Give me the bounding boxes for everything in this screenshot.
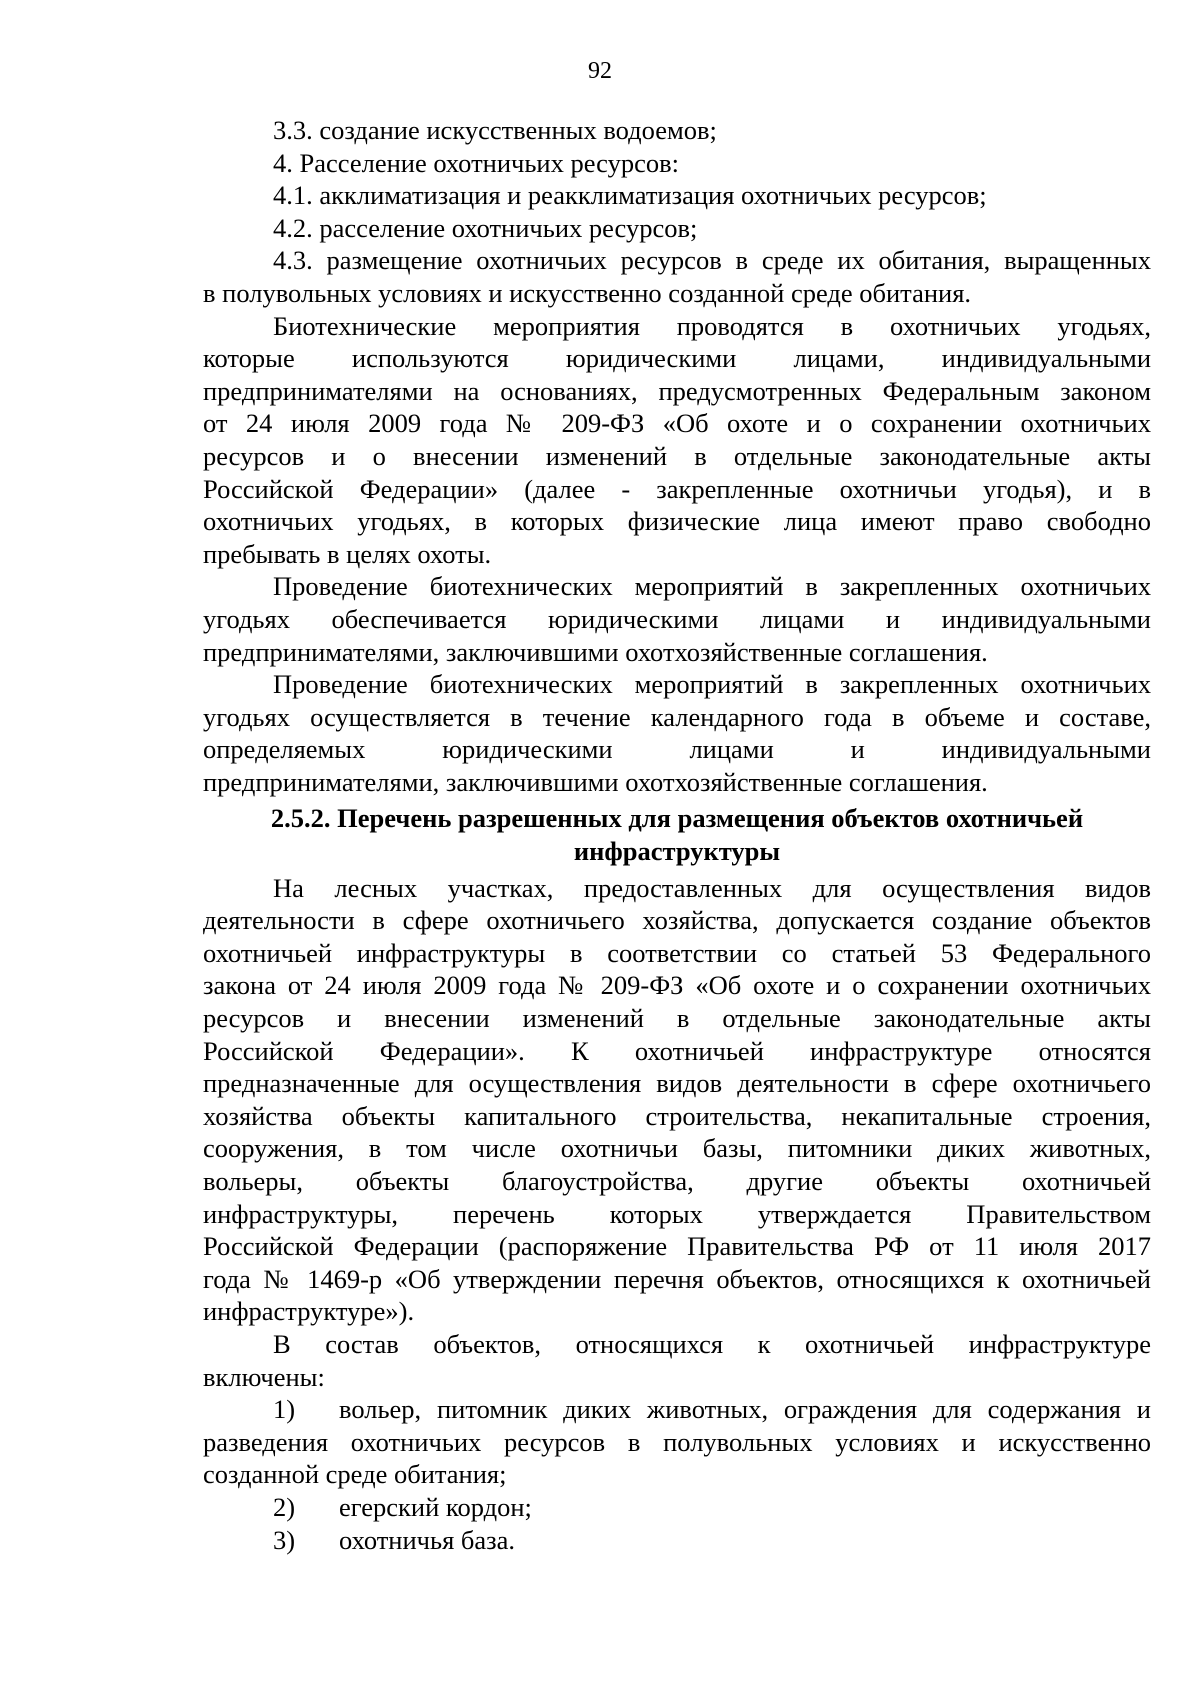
paragraph-line: определяемых юридическими лицами и индивидуальными [203,734,1151,765]
paragraph-line: включены: [203,1361,325,1392]
list-item [203,1491,1151,1524]
page-number: 92 [588,58,612,84]
list-item [203,1393,1151,1426]
item-4-3-line: 4.3. размещение охотничьих ресурсов в среде их обитания, выращенных [273,245,1151,276]
list-text: вольер, питомник диких животных, ограждения для содержания и [339,1394,1151,1425]
paragraph-line: года № 1469-р «Об утверждении перечня объектов, относящихся к охотничьей [203,1263,1151,1294]
paragraph-line: предназначенные для осуществления видов деятельности в сфере охотничьего [203,1068,1151,1099]
paragraph-line: угодьях осуществляется в течение календарного года в объеме и составе, [203,701,1151,732]
paragraph-line: Биотехнические мероприятия проводятся в охотничьих угодьях, [273,310,1151,341]
paragraph-line: предпринимателями, заключившими охотхозяйственные соглашения. [203,766,988,797]
paragraph-line: деятельности в сфере охотничьего хозяйства, допускается создание объектов [203,905,1151,936]
paragraph-line: которые используются юридическими лицами, индивидуальными [203,343,1151,374]
list-text: охотничья база. [339,1524,516,1555]
paragraph-line: Российской Федерации». К охотничьей инфраструктуре относятся [203,1035,1151,1066]
paragraph-line: Проведение биотехнических мероприятий в закрепленных охотничьих [273,571,1151,602]
document-body [203,114,1151,1556]
paragraph-line: инфраструктуре»). [203,1296,415,1327]
list-item-line: созданной среде обитания; [203,1459,507,1490]
list-number: 2) [273,1491,296,1522]
paragraph-line: пребывать в целях охоты. [203,538,492,569]
item-4: 4. Расселение охотничьих ресурсов: [273,147,679,178]
item-4-2: 4.2. расселение охотничьих ресурсов; [273,212,698,243]
paragraph-line: ресурсов и внесении изменений в отдельные законодательные акты [203,1003,1151,1034]
paragraph-line: вольеры, объекты благоустройства, другие объекты охотничьей [203,1166,1151,1196]
paragraph-line: предпринимателями на основаниях, предусмотренных Федеральным законом [203,375,1151,406]
paragraph-line: угодьях обеспечивается юридическими лицами и индивидуальными [203,603,1151,634]
section-heading: 2.5.2. Перечень разрешенных для размещения объектов охотничьей [270,803,1084,834]
paragraph-line: охотничьих угодьях, в которых физические лица имеют право свободно [203,506,1151,537]
paragraph-line: предпринимателями, заключившими охотхозяйственные соглашения. [203,636,988,667]
list-number: 3) [273,1524,296,1555]
item-3-3: 3.3. создание искусственных водоемов; [273,115,717,145]
paragraph-line: На лесных участках, предоставленных для осуществления видов [273,872,1151,903]
paragraph-line: Российской Федерации (распоряжение Правительства РФ от 11 июля 2017 [203,1231,1151,1262]
paragraph-line: сооружения, в том числе охотничьи базы, питомники диких животных, [203,1133,1151,1164]
section-heading: инфраструктуры [573,836,781,867]
item-4-3-line: в полувольных условиях и искусственно созданной среде обитания. [203,277,972,308]
paragraph-line: охотничьей инфраструктуры в соответствии со статьей 53 Федерального [203,937,1151,968]
paragraph-line: закона от 24 июля 2009 года № 209-ФЗ «Об охоте и о сохранении охотничьих [203,970,1151,1001]
paragraph-line: Российской Федерации» (далее - закрепленные охотничьи угодья), и в [203,473,1151,504]
list-text: егерский кордон; [339,1491,532,1522]
paragraph-line: инфраструктуры, перечень которых утверждается Правительством [203,1198,1151,1229]
paragraph-line: ресурсов и о внесении изменений в отдельные законодательные акты [203,440,1151,471]
paragraph-line: В состав объектов, относящихся к охотничьей инфраструктуре [273,1328,1151,1359]
paragraph-line: от 24 июля 2009 года № 209-ФЗ «Об охоте и о сохранении охотничьих [203,408,1151,439]
list-number: 1) [273,1394,296,1425]
paragraph-line: хозяйства объекты капитального строительства, некапитальные строения, [203,1100,1151,1131]
list-item-line: разведения охотничьих ресурсов в полувольных условиях и искусственно [203,1426,1151,1457]
paragraph-line: Проведение биотехнических мероприятий в закрепленных охотничьих [273,669,1151,700]
list-item [203,1524,1151,1557]
item-4-1: 4.1. акклиматизация и реакклиматизация охотничьих ресурсов; [273,180,987,211]
